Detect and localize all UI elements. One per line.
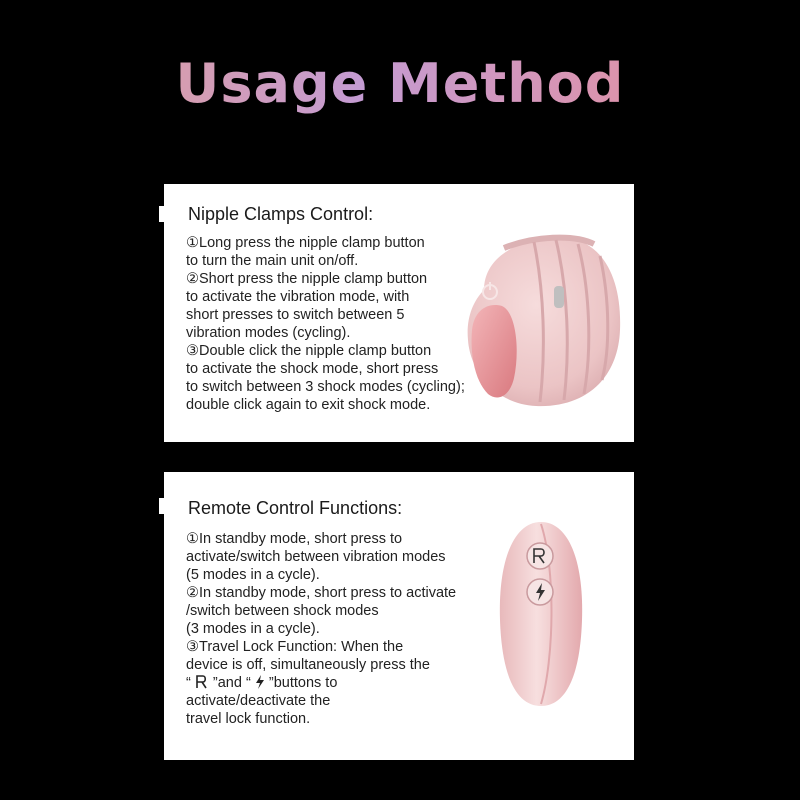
- instruction-line: to activate the vibration mode, with: [186, 289, 410, 305]
- vibration-mode-icon: [195, 675, 209, 689]
- instruction-line: ②In standby mode, short press to activate: [186, 585, 457, 601]
- instruction-line: activate/deactivate the: [186, 693, 331, 709]
- instruction-list: [186, 530, 456, 728]
- instruction-line: /switch between shock modes: [186, 603, 379, 619]
- instruction-line: travel lock function.: [186, 711, 311, 727]
- instruction-line: ③Double click the nipple clamp button: [186, 343, 432, 359]
- section-heading: Remote Control Functions:: [188, 498, 403, 518]
- instruction-line: ①Long press the nipple clamp button: [186, 235, 425, 251]
- quote-open: “: [245, 675, 251, 691]
- quote-close: ”and: [212, 675, 242, 691]
- instruction-line: to turn the main unit on/off.: [186, 253, 359, 269]
- instruction-line: vibration modes (cycling).: [186, 325, 351, 341]
- remote-vibration-button: [527, 543, 553, 569]
- remote-control-card: [164, 472, 634, 760]
- quote-open: “: [186, 675, 191, 691]
- instruction-line-with-icons: [186, 674, 456, 692]
- remote-control-image: [496, 520, 586, 710]
- instruction-line: ③Travel Lock Function: When the: [186, 639, 404, 655]
- instruction-line: short presses to switch between 5: [186, 307, 405, 323]
- section-marker: [159, 206, 164, 222]
- instruction-list: [186, 234, 465, 414]
- instruction-line: to activate the shock mode, short press: [186, 361, 439, 377]
- instruction-line: ②Short press the nipple clamp button: [186, 271, 428, 287]
- instruction-line: ①In standby mode, short press to: [186, 531, 403, 547]
- remote-shock-button: [527, 579, 553, 605]
- instruction-line: (3 modes in a cycle).: [186, 621, 320, 637]
- page-title: Usage Method: [0, 52, 800, 115]
- nipple-clamp-device-image: [464, 230, 626, 412]
- lightning-icon: [255, 675, 265, 689]
- nipple-clamps-card: [164, 184, 634, 442]
- quote-close: ”buttons to: [268, 675, 338, 691]
- instruction-line: (5 modes in a cycle).: [186, 567, 320, 583]
- instruction-line: double click again to exit shock mode.: [186, 397, 431, 413]
- section-heading: Nipple Clamps Control:: [188, 204, 374, 224]
- instruction-line: to switch between 3 shock modes (cycling);: [186, 379, 465, 395]
- instruction-line: device is off, simultaneously press the: [186, 657, 430, 673]
- section-marker: [159, 498, 164, 514]
- instruction-line: activate/switch between vibration modes: [186, 549, 446, 565]
